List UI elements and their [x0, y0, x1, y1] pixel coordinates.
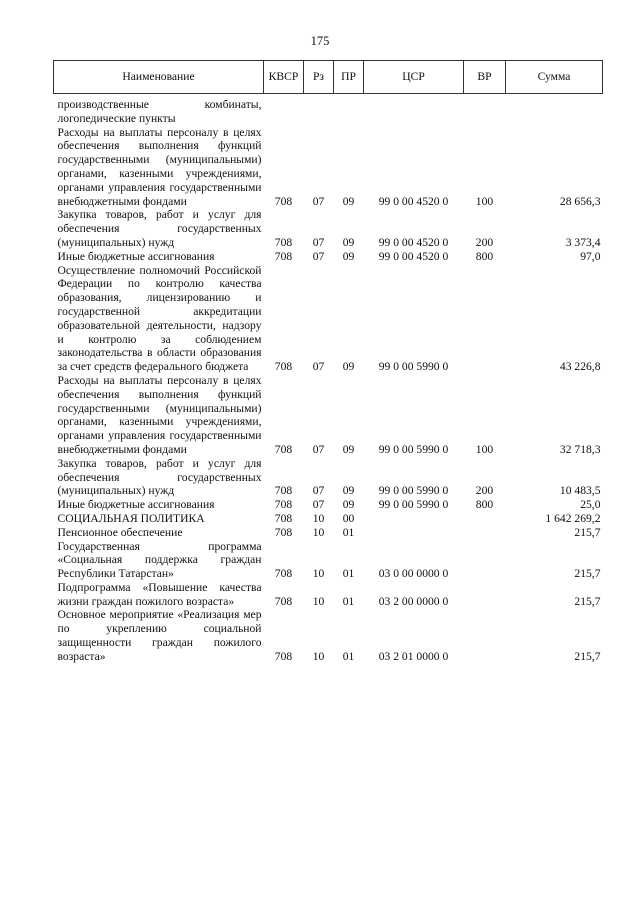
cell-rz: 10 [312, 649, 325, 663]
cell-name: Расходы на выплаты персоналу в целях обеспечения выполнения функций государственными (муниципальными) органами, казенными учреждениями, органами управления государственными внебюджетными фондами [57, 373, 262, 456]
cell-pr: 01 [342, 567, 355, 581]
header-rz: Рз [304, 61, 334, 94]
cell-rz: 07 [312, 249, 325, 263]
table-row [54, 457, 603, 498]
header-pr: ПР [334, 61, 364, 94]
cell-rz: 07 [312, 498, 325, 512]
header-vr: ВР [464, 61, 506, 94]
cell-name: производственные комбинаты, логопедические пункты [57, 98, 262, 125]
cell-rz: 10 [312, 594, 325, 608]
cell-rz: 07 [312, 442, 325, 456]
cell-csr: 99 0 00 4520 0 [378, 249, 449, 263]
cell-vr: 100 [475, 442, 494, 456]
cell-vr: 200 [475, 235, 494, 249]
cell-vr: 800 [475, 249, 494, 263]
cell-kvsr: 708 [274, 511, 293, 525]
cell-sum [506, 94, 603, 126]
table-row [54, 250, 603, 264]
table-row [54, 264, 603, 374]
cell-pr: 00 [342, 511, 355, 525]
cell-kvsr: 708 [274, 194, 293, 208]
cell-pr [334, 94, 364, 126]
table-row [54, 126, 603, 209]
cell-sum: 25,0 [580, 498, 601, 512]
cell-sum: 28 656,3 [559, 194, 601, 208]
table-row [54, 608, 603, 663]
cell-csr: 03 2 00 0000 0 [378, 594, 449, 608]
cell-csr: 03 0 00 0000 0 [378, 567, 449, 581]
cell-csr [364, 526, 464, 540]
cell-sum: 215,7 [574, 594, 601, 608]
cell-rz [304, 94, 334, 126]
cell-csr: 99 0 00 5990 0 [378, 484, 449, 498]
cell-sum: 215,7 [574, 567, 601, 581]
cell-kvsr: 708 [274, 567, 293, 581]
cell-rz: 07 [312, 360, 325, 374]
cell-pr: 01 [342, 525, 355, 539]
cell-pr: 09 [342, 360, 355, 374]
cell-kvsr: 708 [274, 649, 293, 663]
cell-rz: 07 [312, 235, 325, 249]
cell-csr: 99 0 00 5990 0 [378, 442, 449, 456]
budget-table [53, 60, 603, 664]
cell-rz: 10 [312, 567, 325, 581]
cell-name: Пенсионное обеспечение [57, 525, 183, 539]
header-name: Наименование [54, 61, 264, 94]
cell-kvsr: 708 [274, 525, 293, 539]
cell-vr [464, 526, 506, 540]
table-row [54, 208, 603, 249]
cell-csr: 99 0 00 4520 0 [378, 194, 449, 208]
cell-sum: 32 718,3 [559, 442, 601, 456]
cell-sum: 215,7 [574, 525, 601, 539]
cell-name: Закупка товаров, работ и услуг для обеспечения государственных (муниципальных) нужд [57, 208, 262, 249]
cell-name: Основное мероприятие «Реализация мер по укреплению социальной защищенности граждан пожилого возраста» [57, 608, 262, 663]
header-csr: ЦСР [364, 61, 464, 94]
cell-name: СОЦИАЛЬНАЯ ПОЛИТИКА [57, 511, 205, 525]
cell-sum: 1 642 269,2 [545, 511, 601, 525]
cell-pr: 09 [342, 249, 355, 263]
cell-csr [364, 94, 464, 126]
cell-name: Расходы на выплаты персоналу в целях обеспечения выполнения функций государственными (муниципальными) органами, казенными учреждениями, органами управления государственными внебюджетными фондами [57, 125, 262, 208]
cell-kvsr [264, 94, 304, 126]
cell-pr: 01 [342, 649, 355, 663]
cell-vr [464, 264, 506, 374]
cell-csr: 99 0 00 5990 0 [378, 360, 449, 374]
cell-name: Подпрограмма «Повышение качества жизни граждан пожилого возраста» [57, 580, 262, 608]
table-row [54, 540, 603, 581]
cell-pr: 09 [342, 194, 355, 208]
table-row [54, 512, 603, 526]
cell-vr: 800 [475, 498, 494, 512]
cell-vr: 200 [475, 484, 494, 498]
cell-sum: 43 226,8 [559, 360, 601, 374]
cell-sum: 10 483,5 [559, 484, 601, 498]
cell-rz: 10 [312, 525, 325, 539]
cell-kvsr: 708 [274, 235, 293, 249]
cell-pr: 01 [342, 594, 355, 608]
cell-kvsr: 708 [274, 360, 293, 374]
cell-vr [464, 94, 506, 126]
cell-vr: 100 [475, 194, 494, 208]
cell-pr: 09 [342, 235, 355, 249]
table-row [54, 374, 603, 457]
cell-vr [464, 608, 506, 663]
cell-sum: 215,7 [574, 649, 601, 663]
cell-vr [464, 581, 506, 609]
cell-vr [464, 540, 506, 581]
cell-name: Иные бюджетные ассигнования [57, 249, 215, 263]
cell-rz: 07 [312, 194, 325, 208]
cell-name: Осуществление полномочий Российской Федерации по контролю качества образования, лицензированию и государственной аккредитации образовательной деятельности, надзору и контролю за соблюдением законодательства в области образования за счет средств федерального бюджета [57, 263, 262, 374]
page-number: 175 [310, 34, 330, 48]
cell-kvsr: 708 [274, 594, 293, 608]
cell-csr [364, 512, 464, 526]
cell-kvsr: 708 [274, 249, 293, 263]
cell-pr: 09 [342, 442, 355, 456]
cell-csr: 99 0 00 5990 0 [378, 498, 449, 512]
cell-rz: 07 [312, 484, 325, 498]
cell-csr: 99 0 00 4520 0 [378, 235, 449, 249]
table-row [54, 94, 603, 126]
cell-kvsr: 708 [274, 442, 293, 456]
cell-kvsr: 708 [274, 498, 293, 512]
cell-sum: 97,0 [580, 249, 601, 263]
cell-sum: 3 373,4 [565, 235, 601, 249]
cell-rz: 10 [312, 511, 325, 525]
cell-pr: 09 [342, 484, 355, 498]
cell-name: Государственная программа «Социальная поддержка граждан Республики Татарстан» [57, 539, 262, 581]
cell-vr [464, 512, 506, 526]
table-row [54, 581, 603, 609]
header-kvsr: КВСР [264, 61, 304, 94]
cell-csr: 03 2 01 0000 0 [378, 649, 449, 663]
cell-pr: 09 [342, 498, 355, 512]
cell-name: Иные бюджетные ассигнования [57, 498, 215, 512]
table-row [54, 498, 603, 512]
cell-name: Закупка товаров, работ и услуг для обеспечения государственных (муниципальных) нужд [57, 456, 262, 498]
table-header-row [54, 61, 603, 94]
table-row [54, 526, 603, 540]
header-sum: Сумма [506, 61, 603, 94]
cell-kvsr: 708 [274, 484, 293, 498]
